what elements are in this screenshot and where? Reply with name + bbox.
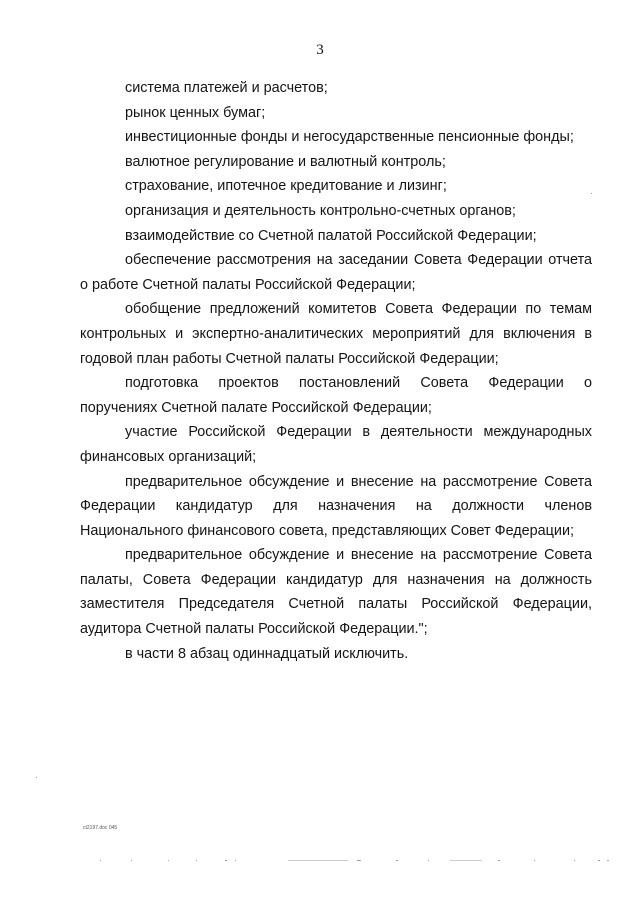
file-footer-mark: ct2197.doc 045 — [83, 825, 118, 831]
paragraph-payments: система платежей и расчетов; — [125, 80, 328, 96]
paragraph-part-8: в части 8 абзац одиннадцатый исключить. — [125, 645, 409, 662]
paragraph-accounts-chamber: взаимодействие со Счетной палатой Российской Федерации; — [125, 227, 537, 244]
paragraph-investment-funds: инвестиционные фонды и негосударственные пенсионные фонды; — [125, 129, 574, 146]
paragraph-securities: рынок ценных бумаг; — [125, 104, 266, 121]
paragraph-financial-council: предварительное обсуждение и внесение на рассмотрение Совета Федерации кандидатур для назначения на должности членов Национального финансового совета, представляющих Совет Федерации; — [80, 473, 592, 539]
paragraph-resolutions: подготовка проектов постановлений Совета Федерации о поручениях Счетной палате Российской Федерации; — [80, 375, 592, 416]
page-number: 3 — [316, 42, 324, 58]
paragraph-control-bodies: организация и деятельность контрольно-счетных органов; — [125, 202, 516, 219]
paragraph-deputy-chairman: предварительное обсуждение и внесение на рассмотрение Совета палаты, Совета Федерации кандидатур для назначения на должность заместителя Председателя Счетной палаты Российской Федерации, аудитора Счетной палаты Российской Федерации."; — [80, 547, 592, 638]
paragraph-international: участие Российской Федерации в деятельности международных финансовых организаций; — [80, 424, 592, 465]
paragraph-proposals: обобщение предложений комитетов Совета Федерации по темам контрольных и экспертно-аналитических мероприятий для включения в годовой план работы Счетной палаты Российской Федерации; — [80, 301, 592, 367]
paragraph-insurance: страхование, ипотечное кредитование и лизинг; — [125, 178, 447, 195]
paragraph-currency-regulation: валютное регулирование и валютный контроль; — [125, 153, 446, 170]
paragraph-report-review: обеспечение рассмотрения на заседании Совета Федерации отчета о работе Счетной палаты Российской Федерации; — [80, 252, 592, 293]
document-body — [80, 76, 592, 666]
